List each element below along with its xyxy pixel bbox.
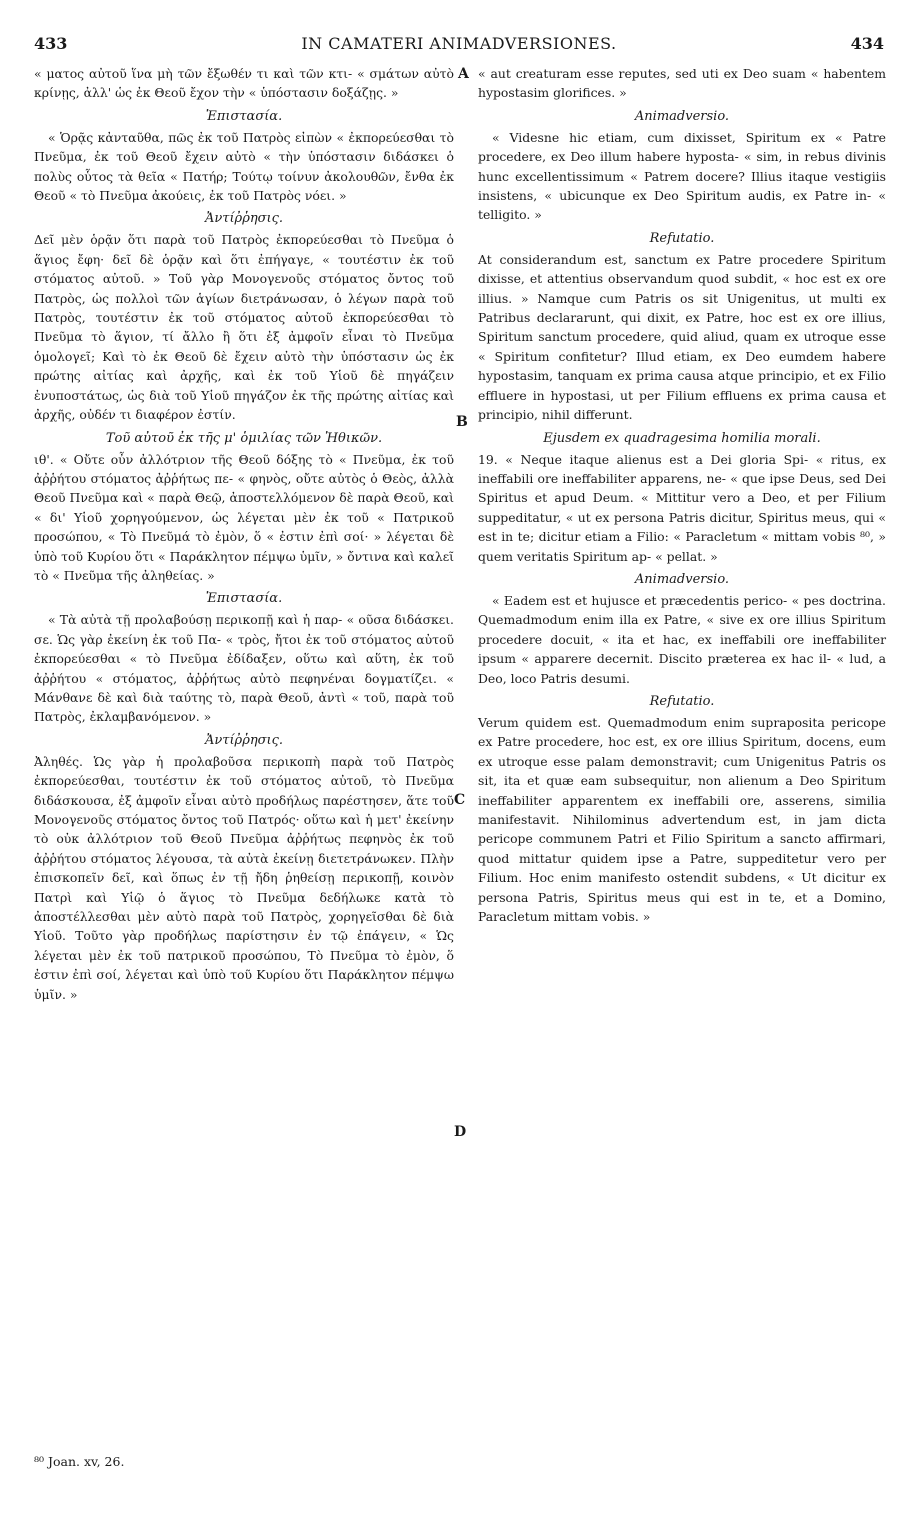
page-number-right: 434	[850, 34, 884, 53]
latin-heading: Refutatio.	[649, 693, 715, 709]
greek-column	[34, 64, 454, 1004]
latin-paragraph: 19. « Neque itaque alienus est a Dei gloria Spi- « ritus, ex ineffabili ore ineffabiliter apparens, ne- « que ipse Deus, sed Dei Spiritus et apud Deum. « Mittitur vero a Deo, et per Filium suppeditatur, « ut ex persona Patris dicitur, Spiritus meus, qui « est in te; dicitur etiam a Filio: « Paracletum « mittam vobis ⁸⁰, » quem veritatis Spiritum ap- « pellat. »	[478, 451, 886, 564]
latin-heading: Refutatio.	[649, 230, 715, 246]
page-number-left: 433	[34, 34, 68, 53]
greek-heading: Ἐπιστασία.	[205, 108, 283, 124]
greek-paragraph: « ματος αὐτοῦ ἵνα μὴ τῶν ἔξωθέν τι καὶ τῶν κτι- « σμάτων αὐτὸ κρίνῃς, ἀλλ' ὡς ἐκ Θεοῦ ἔχον τὴν « ὑπόστασιν δοξάζῃς. »	[34, 66, 454, 101]
latin-paragraph: « aut creaturam esse reputes, sed uti ex Deo suam « habentem hypostasim glorifices. »	[478, 66, 886, 101]
greek-paragraph: « Ὁρᾷς κἀνταῦθα, πῶς ἐκ τοῦ Πατρὸς εἰπὼν « ἐκπορεύεσθαι τὸ Πνεῦμα, ἐκ τοῦ Θεοῦ ἔχειν αὐτὸ « τὴν ὑπόστασιν διδάσκει ὁ πολὺς οὗτος τὰ θεῖα « Πατήρ; Τούτῳ τοίνυν ἀκολουθῶν, ἔνθα ἐκ Θεοῦ « τὸ Πνεῦμα ἀκούεις, ἐκ τοῦ Πατρὸς νόει. »	[34, 129, 454, 204]
latin-heading: Animadversio.	[634, 571, 730, 587]
greek-heading: Ἀντίῤῥησις.	[204, 732, 284, 748]
latin-paragraph: At considerandum est, sanctum ex Patre procedere Spiritum dixisse, et attentius observandum quod subdit, « hoc est ex ore illius. » Namque cum Patris os sit Unigenitus, ut multi ex Patribus declararunt, qui dixit, ex Patre, hoc est ex ore illius, Spiritum sanctum procedere, quid aliud, quam ex utroque esse « Spiritum confitetur? Illud etiam, ex Deo eumdem habere hypostasim, tanquam ex prima causa atque principio, et ex Filio effluere in hypostasi, ut per Filium effluens ex prima causa et principio, nihil differunt.	[478, 251, 886, 423]
latin-column	[478, 64, 886, 926]
greek-paragraph: Ἀληθές. Ὡς γὰρ ἡ προλαβοῦσα περικοπὴ παρὰ τοῦ Πατρὸς ἐκπορεύεσθαι, τουτέστιν ἐκ τοῦ στόματος αὐτοῦ, τὸ Πνεῦμα διδάσκουσα, ἐξ ἀμφοῖν εἶναι αὐτὸ προδήλως παρέστησεν, ἅτε τοῦ Μονογενοῦς στόματος ὄντος τοῦ Πατρός· οὕτω καὶ ἡ μετ' ἐκείνην τὸ οὐκ ἀλλότριον τοῦ Θεοῦ Πνεῦμα ἀῤῥήτως πεφηνὸς ἐκ τοῦ ἀῤῥήτου στόματος λέγουσα, τὰ αὐτὰ ἐκείνῃ διετετράνωκεν. Πλὴν ἐπισκοπεῖν δεῖ, καὶ ὅπως ἐν τῇ ἤδη ῥηθείσῃ περικοπῇ, κοινὸν Πατρὶ καὶ Υἱῷ ὁ ἅγιος τὸ Πνεῦμα δεδήλωκε κατὰ τὸ ἀποστέλλεσθαι μὲν αὐτὸ παρὰ τοῦ Πατρὸς, χορηγεῖσθαι δὲ διὰ Υἱοῦ. Τοῦτο γὰρ προδήλως παρίστησιν ἐν τῷ ἐπάγειν, « Ὡς λέγεται μὲν ἐκ τοῦ πατρικοῦ προσώπου, Τὸ Πνεῦμα τὸ ἐμὸν, ὅ ἐστιν ἐπὶ σοί, λέγεται καὶ ὑπὸ τοῦ Κυρίου ὅτι Παράκλητον πέμψω ὑμῖν. »	[34, 753, 454, 1002]
greek-heading: Ἀντίῤῥησις.	[204, 211, 284, 227]
greek-paragraph: ιθ'. « Οὔτε οὖν ἀλλότριον τῆς Θεοῦ δόξης τὸ « Πνεῦμα, ἐκ τοῦ ἀῤῥήτου στόματος ἀῤῥήτως πε- « φηνὸς, οὔτε αὐτὸς ὁ Θεὸς, ἀλλὰ Θεοῦ Πνεῦμα καὶ « παρὰ Θεῷ, ἀποστελλόμενον δὲ παρὰ Θεοῦ, καὶ « δι' Υἱοῦ χορηγούμενον, ὡς λέγεται μὲν ἐκ τοῦ « Πατρικοῦ προσώπου, « Τὸ Πνεῦμά τὸ ἐμὸν, ὅ « ἐστιν ἐπὶ σοί· » λέγεται δὲ ὑπὸ τοῦ Κυρίου ὅτι « Παράκλητον πέμψω ὑμῖν, » ὄντινα καὶ καλεῖ τὸ « Πνεῦμα τῆς ἀληθείας. »	[34, 451, 454, 583]
greek-heading: Ἐπιστασία.	[205, 591, 283, 607]
latin-paragraph: « Eadem est et hujusce et præcedentis perico- « pes doctrina. Quemadmodum enim illa ex Patre, « sive ex ore illius Spiritum procedere docuit, « ita et hac, ex ineffabili ore ineffabiliter ipsum « apparere decernit. Discito præterea ex hac il- « lud, a Deo, loco Patris desumi.	[478, 592, 886, 686]
greek-heading: Τοῦ αὐτοῦ ἐκ τῆς μ' ὁμιλίας τῶν Ἠθικῶν.	[105, 430, 383, 446]
latin-paragraph: Verum quidem est. Quemadmodum enim supraposita pericope ex Patre procedere, hoc est, ex ore illius Spiritum, docens, eum ex utroque esse palam demonstravit; cum Unigenitus Patris os sit, ita et quæ eam subsequitur, non alienum a Deo Spiritum ineffabiliter apparentem ex ineffabili ore, asserens, similia manifestavit. Nihilominus advertendum est, in jam dicta pericope communem Patri et Filio Spiritum a sancto affirmari, quod mittatur quidem ipse a Patre, suppeditetur vero per Filium. Hoc enim manifesto ostendit subdens, « Ut dicitur ex persona Patris, Spiritus meus qui est in te, et a Domino, Paracletum mittam vobis. »	[478, 714, 886, 925]
running-title: IN CAMATERI ANIMADVERSIONES.	[301, 34, 617, 53]
greek-paragraph: « Τὰ αὐτὰ τῇ προλαβούσῃ περικοπῇ καὶ ἡ παρ- « οῦσα διδάσκει. σε. Ὡς γὰρ ἐκείνη ἐκ τοῦ Πα- « τρὸς, ἤτοι ἐκ τοῦ στόματος αὐτοῦ ἐκπορεύεσθαι « τὸ Πνεῦμα ἐδίδαξεν, οὕτω καὶ αὕτη, ἐκ τοῦ ἀῤῥήτου « στόματος, ἀῤῥήτως αὐτὸ πεφηνέναι δογματίζει. « Μάνθανε δὲ καὶ διὰ ταύτης τὸ, παρὰ Θεοῦ, ἀντὶ « τοῦ, παρὰ τοῦ Πατρὸς, ἐκλαμβανόμενον. »	[34, 612, 454, 725]
latin-heading: Ejusdem ex quadragesima homilia morali.	[543, 430, 821, 446]
page-header	[34, 34, 884, 56]
margin-letter-c: C	[454, 792, 466, 808]
margin-letter-d: D	[454, 1124, 467, 1140]
greek-paragraph: Δεῖ μὲν ὁρᾷν ὅτι παρὰ τοῦ Πατρὸς ἐκπορεύεσθαι τὸ Πνεῦμα ὁ ἅγιος ἔφη· δεῖ δὲ ὁρᾷν καὶ ὅτι ἐπήγαγε, « τουτέστιν ἐκ τοῦ στόματος αὐτοῦ. » Τοῦ γὰρ Μονογενοῦς στόματος ὄντος τοῦ Πατρὸς, ὡς πολλοὶ τῶν ἁγίων διετράνωσαν, ὁ λέγων παρὰ τοῦ Πατρὸς, τουτέστιν ἐκ τοῦ στόματος αὐτοῦ ἐκπορεύεσθαι τὸ Πνεῦμα τὸ ἅγιον, τί ἄλλο ἢ ὅτι ἐξ ἀμφοῖν εἶναι τὸ Πνεῦμα ὁμολογεῖ; Καὶ τὸ ἐκ Θεοῦ δὲ ἔχειν αὐτὸ τὴν ὑπόστασιν ὡς ἐκ πρώτης αἰτίας καὶ ἀρχῆς, καὶ ἐκ τοῦ Υἱοῦ δὲ πηγάζειν ἐνυποστάτως, ὡς διὰ τοῦ Υἱοῦ πηγάζον ἐκ τῆς πρώτης αἰτίας καὶ ἀρχῆς, οὐδέν τι διαφέρον ἐστίν.	[34, 232, 454, 423]
margin-letter-a: A	[458, 66, 469, 82]
latin-paragraph: « Videsne hic etiam, cum dixisset, Spiritum ex « Patre procedere, ex Deo illum habere hyposta- « sim, in rebus divinis hunc excellentissimum « Patrem docere? Illius itaque vestigiis insistens, « ubicunque ex Deo Spiritum audis, ex Patre in- « telligito. »	[478, 129, 886, 223]
latin-heading: Animadversio.	[634, 108, 730, 124]
footnote: ⁸⁰ Joan. xv, 26.	[34, 1454, 125, 1469]
margin-letter-b: B	[456, 414, 468, 430]
